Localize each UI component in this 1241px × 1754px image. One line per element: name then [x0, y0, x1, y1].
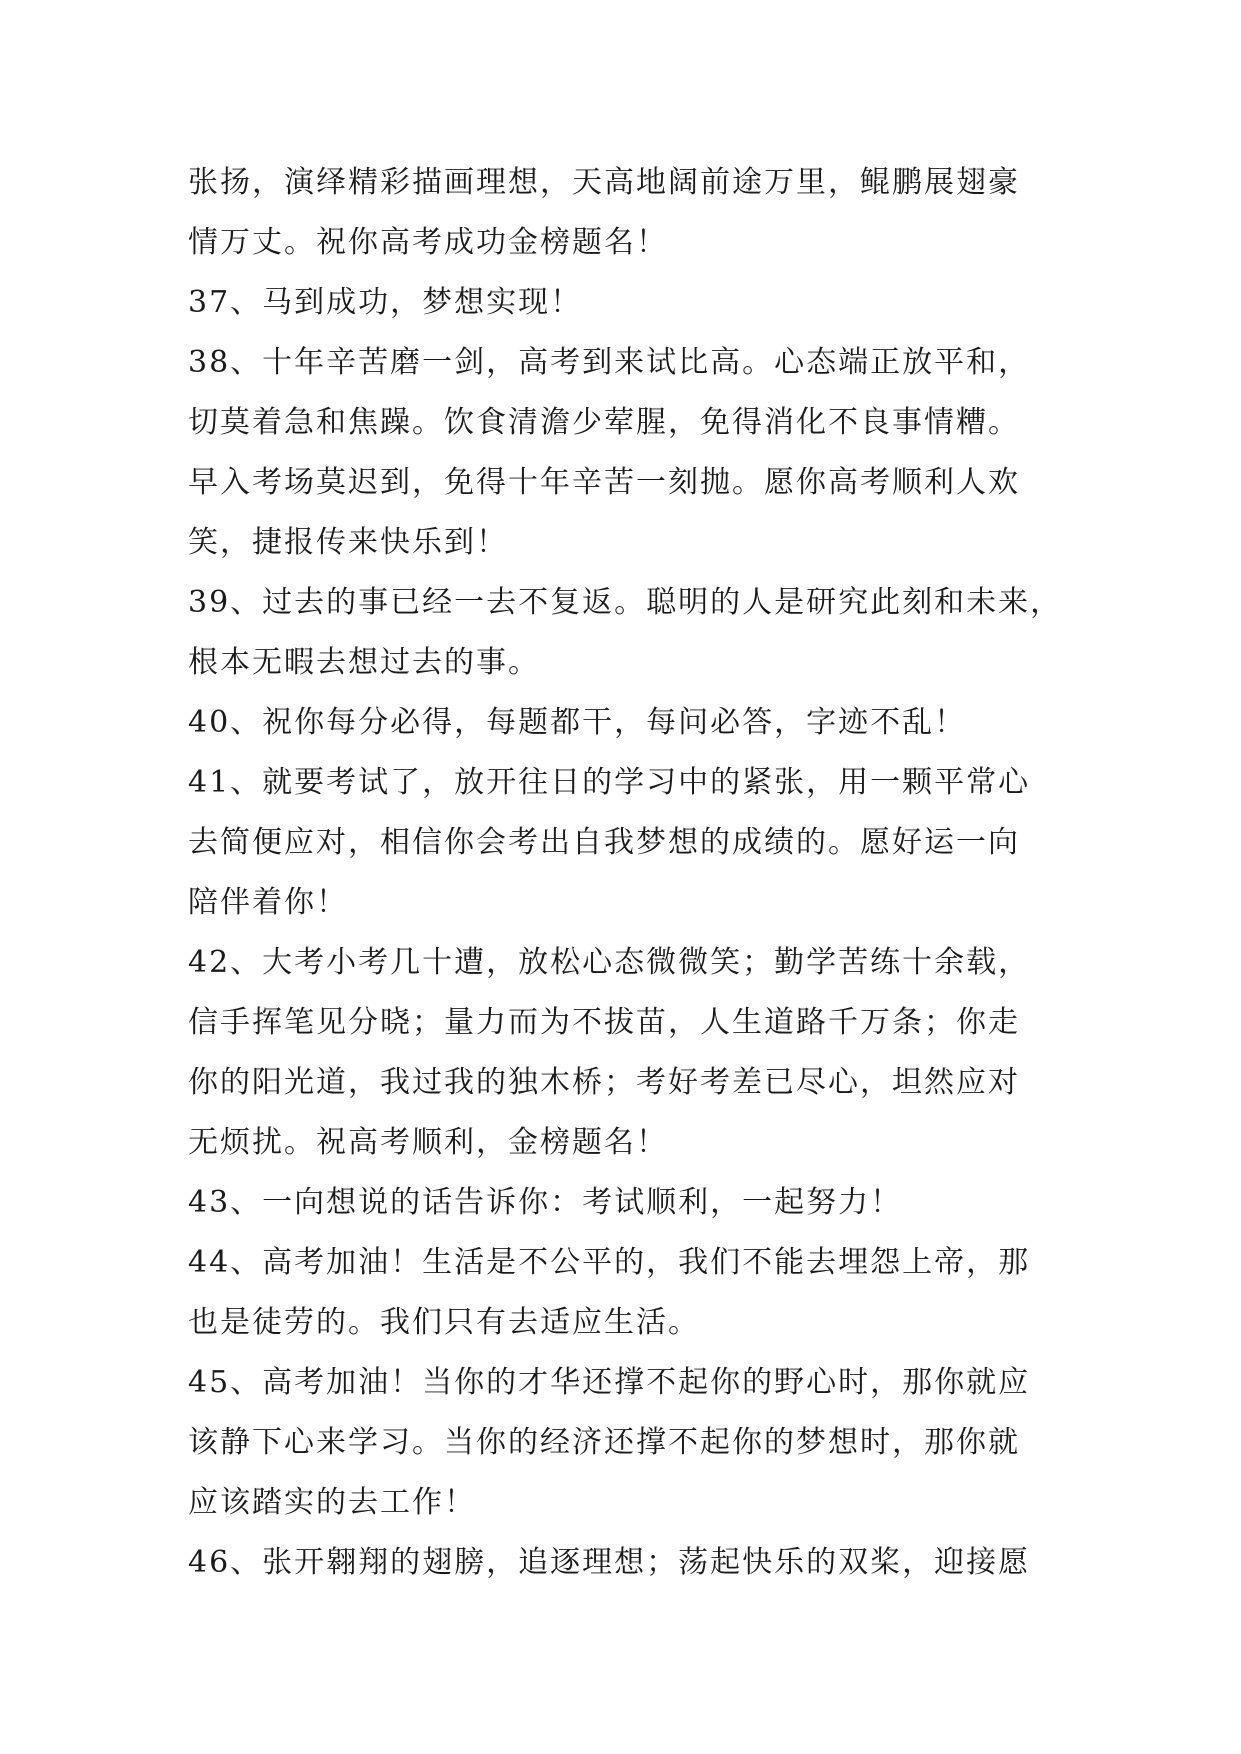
text-line: 该静下心来学习。当你的经济还撑不起你的梦想时，那你就 — [188, 1425, 1020, 1460]
text-line: 37、马到成功，梦想实现！ — [188, 285, 583, 320]
text-line: 张扬，演绎精彩描画理想，天高地阔前途万里，鲲鹏展翅豪 — [188, 165, 1020, 200]
text-line: 笑，捷报传来快乐到！ — [188, 525, 508, 560]
text-line: 46、张开翱翔的翅膀，追逐理想；荡起快乐的双桨，迎接愿 — [188, 1545, 1031, 1580]
text-line: 也是徒劳的。我们只有去适应生活。 — [188, 1305, 700, 1340]
text-line: 43、一向想说的话告诉你：考试顺利，一起努力！ — [188, 1185, 903, 1220]
text-line: 无烦扰。祝高考顺利，金榜题名！ — [188, 1125, 668, 1160]
text-line: 根本无暇去想过去的事。 — [188, 645, 540, 680]
text-line: 切莫着急和焦躁。饮食清澹少荤腥，免得消化不良事情糟。 — [188, 405, 1020, 440]
text-line: 早入考场莫迟到，免得十年辛苦一刻抛。愿你高考顺利人欢 — [188, 465, 1020, 500]
text-line: 应该踏实的去工作！ — [188, 1485, 476, 1520]
text-line: 42、大考小考几十遭，放松心态微微笑；勤学苦练十余载， — [188, 945, 1031, 980]
text-line: 信手挥笔见分晓；量力而为不拔苗，人生道路千万条；你走 — [188, 1005, 1020, 1040]
text-line: 去简便应对，相信你会考出自我梦想的成绩的。愿好运一向 — [188, 825, 1020, 860]
text-line: 39、过去的事已经一去不复返。聪明的人是研究此刻和未来， — [188, 585, 1063, 620]
text-line: 40、祝你每分必得，每题都干，每问必答，字迹不乱！ — [188, 705, 967, 740]
text-line: 情万丈。祝你高考成功金榜题名！ — [188, 225, 668, 260]
text-line: 38、十年辛苦磨一剑，高考到来试比高。心态端正放平和， — [188, 345, 1031, 380]
text-line: 你的阳光道，我过我的独木桥；考好考差已尽心，坦然应对 — [188, 1065, 1020, 1100]
text-line: 44、高考加油！生活是不公平的，我们不能去埋怨上帝，那 — [188, 1245, 1031, 1280]
text-line: 陪伴着你！ — [188, 885, 348, 920]
text-line: 45、高考加油！当你的才华还撑不起你的野心时，那你就应 — [188, 1365, 1031, 1400]
text-line: 41、就要考试了，放开往日的学习中的紧张，用一颗平常心 — [188, 765, 1031, 800]
